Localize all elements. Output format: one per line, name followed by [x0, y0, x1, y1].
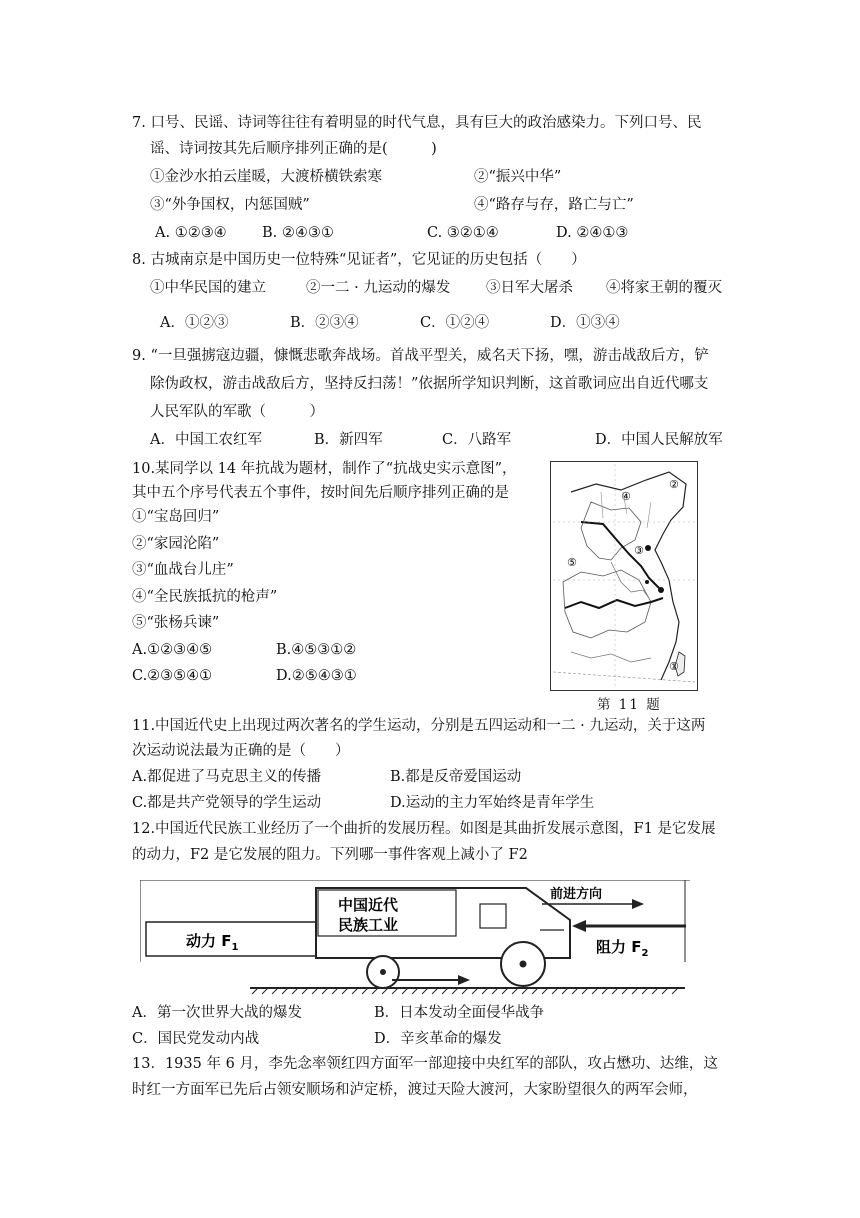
q7-item-4: ④“路存与存，路亡与亡”	[474, 197, 634, 213]
q9-option-b: B．新四军	[314, 432, 383, 448]
q10-option-b: B.④⑤③①②	[276, 642, 357, 658]
q13-stem-line1: 13．1935 年 6 月，李先念率领红四方面军一部迎接中央红军的部队，攻占懋功、达维，这	[132, 1056, 718, 1072]
q7-stem-line1: 7. 口号、民谣、诗词等往往有着明显的时代气息，具有巨大的政治感染力。下列口号、民	[132, 115, 702, 131]
q11-stem-line2: 次运动说法最为正确的是（ ）	[132, 743, 350, 759]
map-label-4: ④	[621, 490, 631, 503]
q12-option-d: D．辛亥革命的爆发	[374, 1031, 502, 1047]
q12-option-a: A．第一次世界大战的爆发	[132, 1005, 302, 1021]
q10-stem-line2: 其中五个序号代表五个事件，按时间先后顺序排列正确的是	[132, 485, 509, 501]
q8-option-b: B．②③④	[290, 315, 359, 331]
power-label	[186, 932, 238, 953]
q7-option-a: A. ①②③④	[155, 225, 227, 241]
force-diagram-drawing	[140, 880, 690, 998]
cart-label-line2: 民族工业	[338, 916, 399, 934]
q9-stem-line2: 除伪政权，游击战敌后方，坚持反扫荡！”依据所学知识判断，这首歌词应出自近代哪支	[150, 376, 709, 392]
q10-option-d: D.②⑤④③①	[276, 668, 357, 684]
q9-option-c: C．八路军	[442, 432, 512, 448]
map-drawing	[551, 462, 697, 690]
q9-stem-line1: 9. “一旦强掳寇边疆，慷慨悲歌奔战场。首战平型关，威名天下扬，嘿，游击战敌后方，铲	[132, 348, 709, 364]
anti-japanese-war-map	[550, 461, 698, 691]
q12-option-b: B．日本发动全面侵华战争	[374, 1005, 545, 1021]
map-label-3: ③	[634, 544, 644, 557]
q7-item-2: ②“振兴中华”	[474, 169, 562, 185]
q10-item-3: ③“血战台儿庄”	[132, 562, 234, 578]
q8-item-3: ③日军大屠杀	[486, 280, 573, 296]
q12-stem-line1: 12.中国近代民族工业经历了一个曲折的发展历程。如图是其曲折发展示意图，F1 是它发展	[132, 821, 716, 837]
resistance-label	[596, 938, 648, 959]
power-text: 动力 F	[186, 932, 232, 950]
q11-option-c: C.都是共产党领导的学生运动	[132, 795, 322, 811]
q12-option-c: C．国民党发动内战	[132, 1031, 260, 1047]
map-label-1: ①	[669, 660, 679, 673]
q10-option-a: A.①②③④⑤	[132, 642, 213, 658]
map-caption: 第 11 题	[597, 697, 662, 713]
q7-item-3: ③“外争国权，内惩国贼”	[150, 197, 310, 213]
q9-option-d: D．中国人民解放军	[595, 432, 723, 448]
q11-option-d: D.运动的主力军始终是青年学生	[390, 795, 595, 811]
q10-stem-line1: 10.某同学以 14 年抗战为题材，制作了“抗战史实示意图”，	[132, 461, 517, 477]
q7-option-b: B. ②④③①	[262, 225, 334, 241]
resistance-text: 阻力 F	[596, 938, 642, 956]
q10-item-2: ②“家园沦陷”	[132, 536, 220, 552]
q11-stem-line1: 11.中国近代史上出现过两次著名的学生运动，分别是五四运动和一二 · 九运动，关于这两	[132, 718, 706, 734]
q7-option-c: C. ③②①④	[427, 225, 499, 241]
q8-stem-line1: 8. 古城南京是中国历史一位特殊“见证者”，它见证的历史包括（ ）	[132, 252, 586, 268]
industry-force-diagram	[140, 880, 690, 998]
power-subscript: 1	[231, 942, 239, 953]
map-label-2: ②	[669, 478, 679, 491]
resistance-subscript: 2	[641, 948, 649, 959]
q7-stem-line2: 谣、诗词按其先后顺序排列正确的是( )	[150, 141, 437, 157]
q9-option-a: A．中国工农红军	[150, 432, 262, 448]
q10-item-1: ①“宝岛回归”	[132, 509, 220, 525]
q10-item-5: ⑤“张杨兵谏”	[132, 615, 220, 631]
q12-stem-line2: 的动力，F2 是它发展的阻力。下列哪一事件客观上减小了 F2	[132, 847, 528, 863]
q10-item-4: ④“全民族抵抗的枪声”	[132, 589, 278, 605]
q8-item-1: ①中华民国的建立	[150, 280, 266, 296]
q7-option-d: D. ②④①③	[556, 225, 629, 241]
q9-stem-line3: 人民军队的军歌（ ）	[150, 404, 324, 420]
q8-option-a: A．①②③	[160, 315, 229, 331]
q8-item-2: ②一二 · 九运动的爆发	[306, 280, 451, 296]
direction-label: 前进方向	[550, 887, 603, 902]
q11-option-b: B.都是反帝爱国运动	[390, 769, 522, 785]
cart-label-line1: 中国近代	[338, 896, 399, 914]
q10-option-c: C.②③⑤④①	[132, 668, 213, 684]
q11-option-a: A.都促进了马克思主义的传播	[132, 769, 322, 785]
q8-item-4: ④将家王朝的覆灭	[606, 280, 722, 296]
map-label-5: ⑤	[567, 556, 577, 569]
q7-item-1: ①金沙水拍云崖暖，大渡桥横铁索寒	[150, 169, 382, 185]
q13-stem-line2: 时红一方面军已先后占领安顺场和泸定桥，渡过天险大渡河，大家盼望很久的两军会师，	[132, 1082, 698, 1098]
q8-option-d: D．①③④	[550, 315, 620, 331]
q8-option-c: C．①②④	[420, 315, 490, 331]
